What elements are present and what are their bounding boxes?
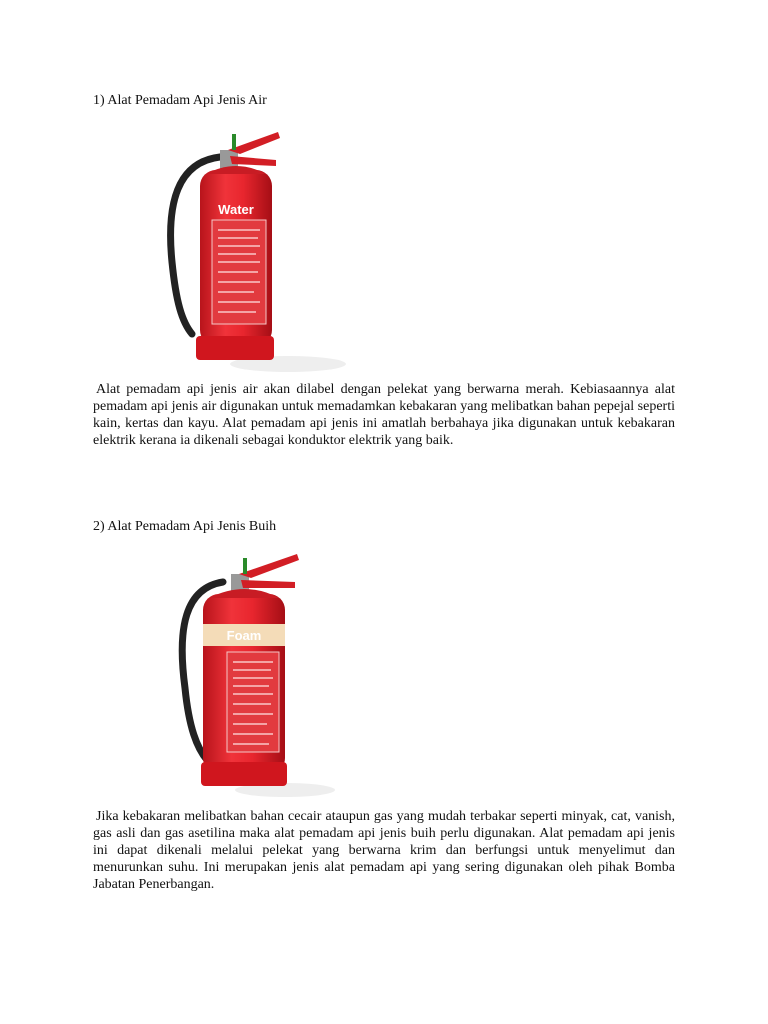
- foam-extinguisher-image: [175, 548, 365, 798]
- section-2-heading: 2) Alat Pemadam Api Jenis Buih: [93, 519, 277, 534]
- water-label-text: Water: [218, 202, 254, 217]
- section-2-paragraph: Jika kebakaran melibatkan bahan cecair ataupun gas yang mudah terbakar seperti minyak, cat, vanish, gas asli dan gas asetilina maka alat pemadam api jenis buih perlu digunakan. Alat pemadam api jenis ini dapat dikenali melalui pelekat yang berwarna krim dan berfungsi untuk menyelimut dan menurunkan suhu. Ini merupakan jenis alat pemadam api yang sering digunakan oleh pihak Bomba Jabatan Penerbangan.: [93, 809, 675, 892]
- section-1-paragraph: Alat pemadam api jenis air akan dilabel dengan pelekat yang berwarna merah. Kebiasaannya alat pemadam api jenis air digunakan untuk memadamkan kebakaran yang melibatkan bahan pepejal seperti kain, kertas dan kayu. Alat pemadam api jenis ini amatlah berbahaya jika digunakan untuk kebakaran elektrik kerana ia dikenali sebagai konduktor elektrik yang baik.: [93, 382, 675, 448]
- water-extinguisher-image: [158, 122, 348, 372]
- foam-label-text: Foam: [226, 628, 262, 643]
- section-1-heading: 1) Alat Pemadam Api Jenis Air: [93, 93, 267, 108]
